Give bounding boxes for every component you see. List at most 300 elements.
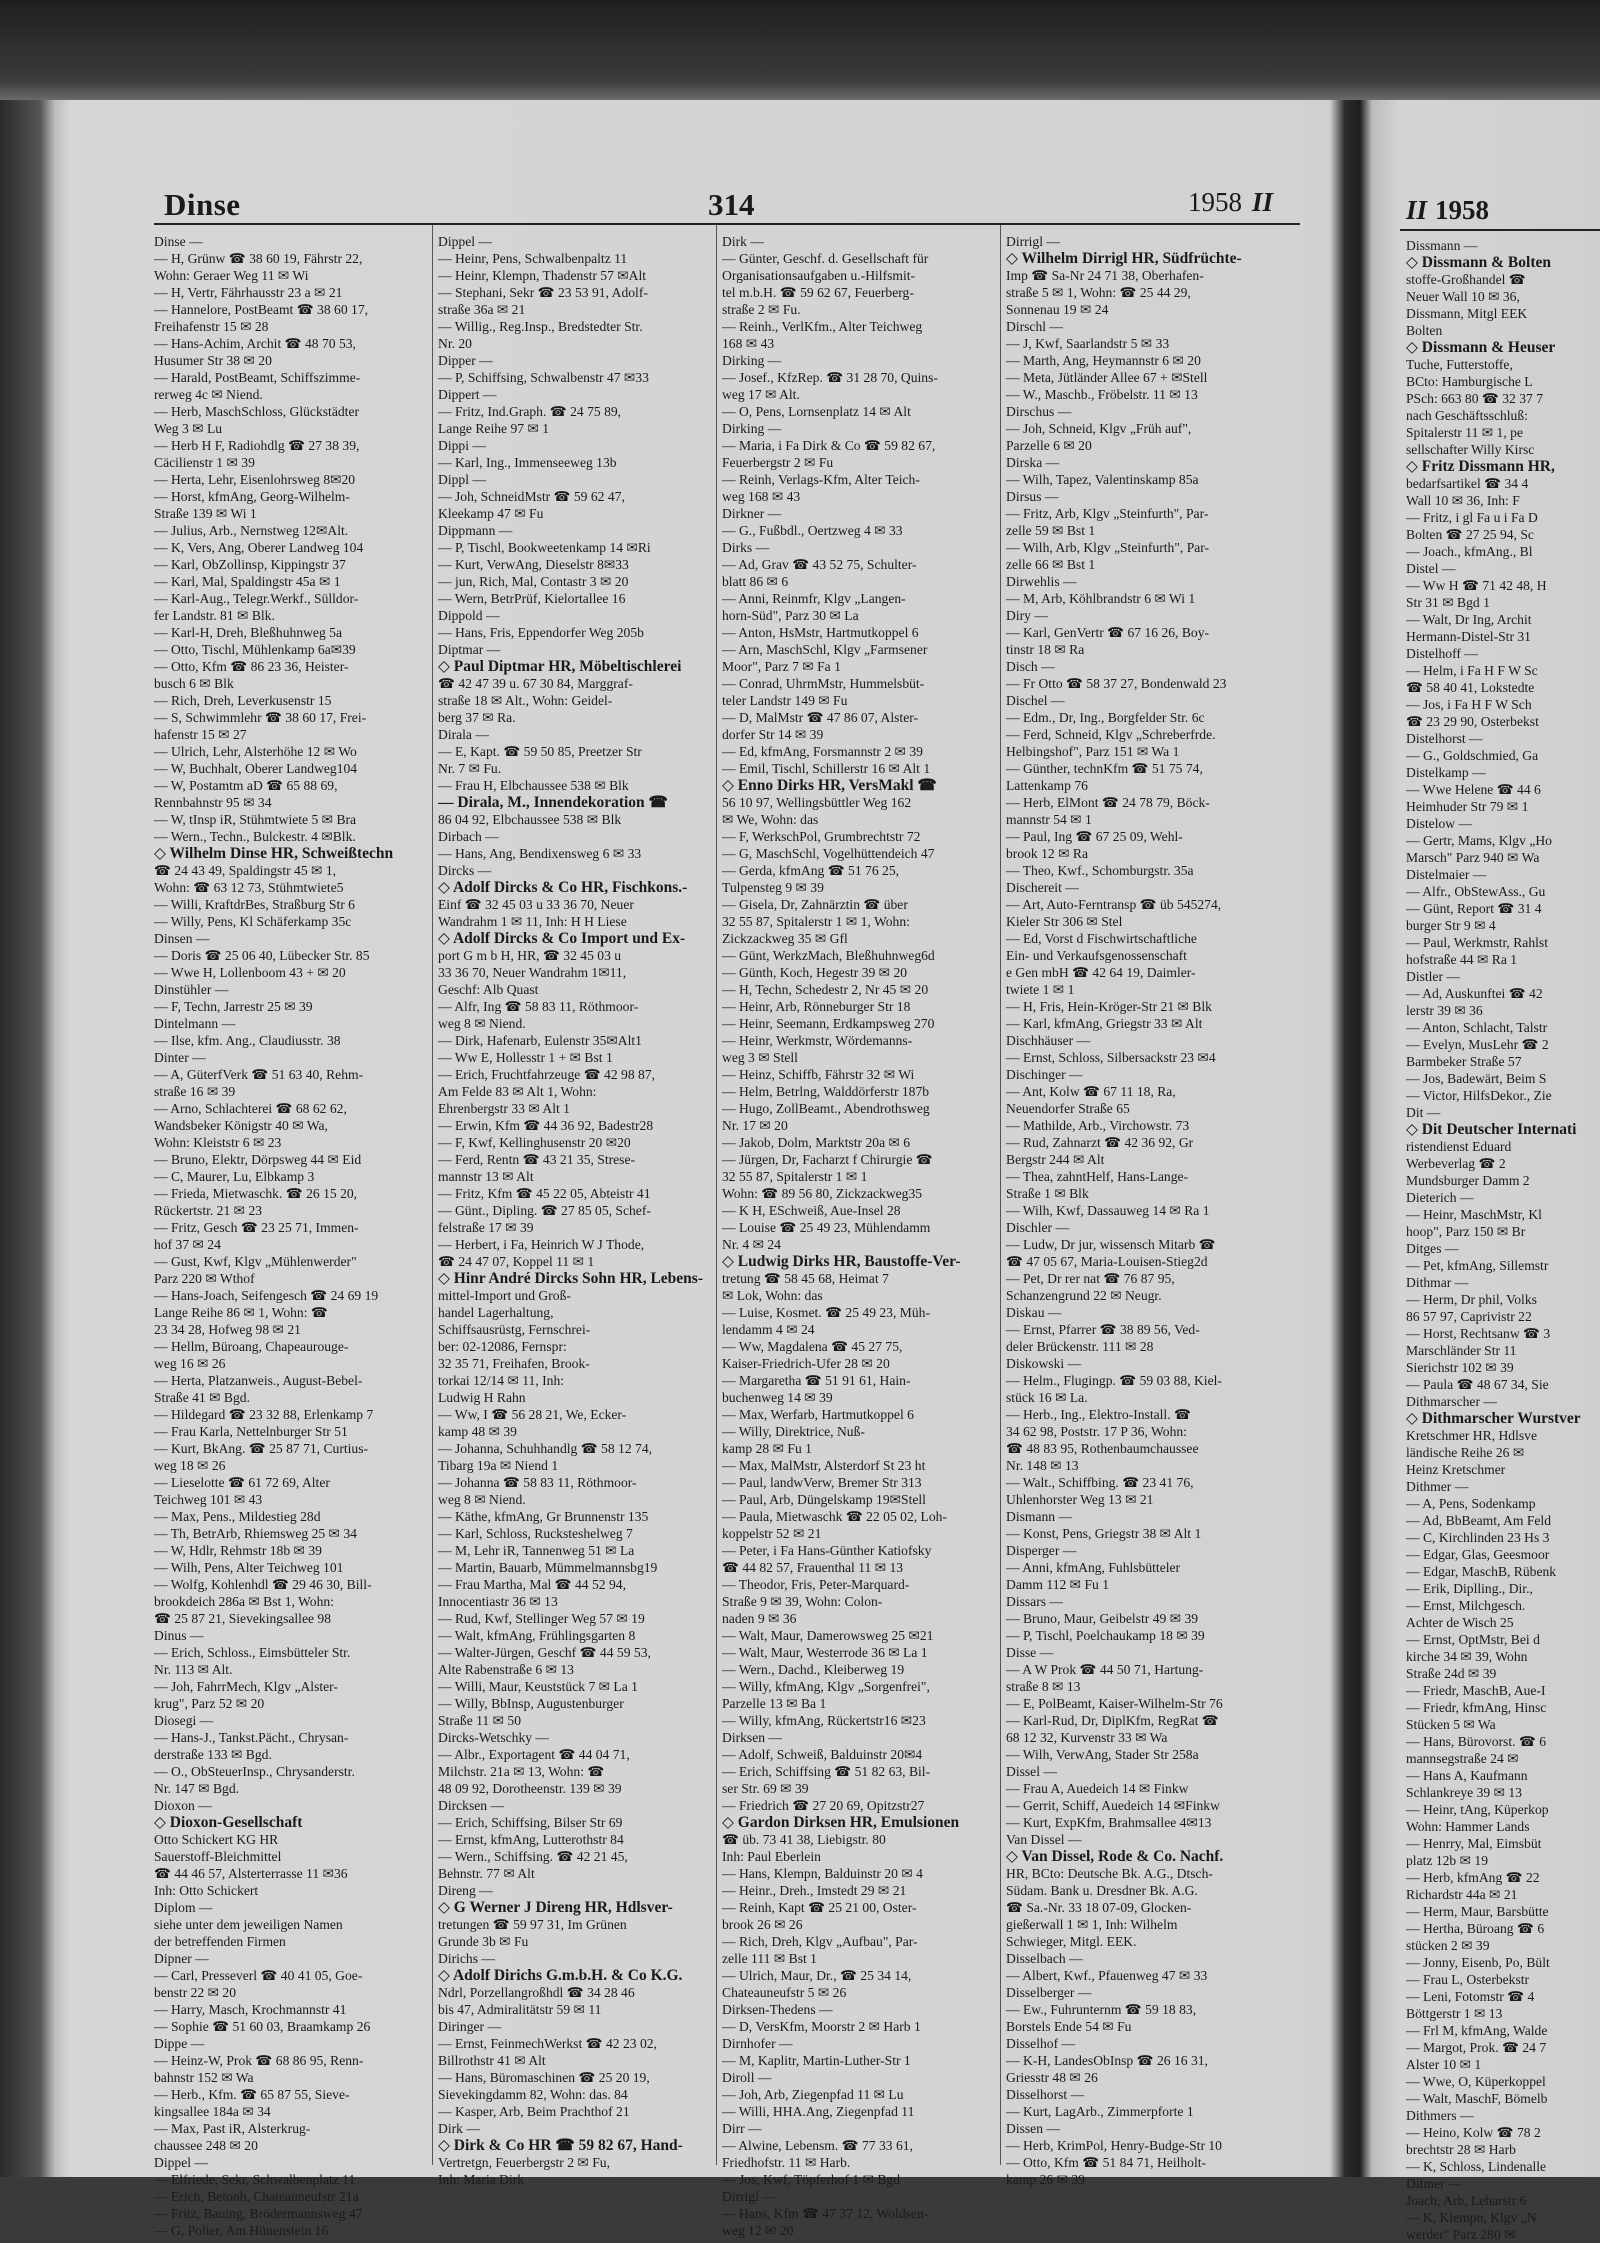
directory-entry-line: — C, Maurer, Lu, Elbkamp 3 [154, 1169, 315, 1184]
directory-entry-line: HR, BCto: Deutsche Bk. A.G., Dtsch- [1006, 1866, 1213, 1881]
directory-entry-line: — Ernst, OptMstr, Bei d [1406, 1632, 1540, 1647]
directory-entry-line: — Hans, Kfm ☎ 47 37 12, Woldsen- [722, 2206, 929, 2221]
directory-entry-line: Dirk — [722, 234, 764, 249]
directory-entry-line: Dit — [1406, 1105, 1441, 1120]
directory-entry-line: — Johanna ☎ 58 83 11, Röthmoor- [438, 1475, 637, 1490]
right-header-rule [1400, 229, 1600, 231]
directory-entry-line: — Martin, Bauarb, Mümmelmannsbg19 [438, 1560, 658, 1575]
directory-entry-line: Chateauneufstr 5 ✉ 26 [722, 1985, 847, 2000]
directory-entry-line: deler Brückenstr. 111 ✉ 28 [1006, 1339, 1154, 1354]
directory-entry-line: — M, Arb, Köhlbrandstr 6 ✉ Wi 1 [1006, 591, 1196, 606]
directory-entry-line: Dissel — [1006, 1764, 1057, 1779]
directory-column-2 [438, 233, 708, 2187]
directory-entry-line: — E, Kapt. ☎ 59 50 85, Preetzer Str [438, 744, 642, 759]
directory-entry-line: — Jos, Kwf, Töpferhof 1 ✉ Bgd [722, 2172, 901, 2187]
directory-entry-line: — Paula ☎ 48 67 34, Sie [1406, 1377, 1549, 1392]
directory-entry-line: — Louise ☎ 25 49 23, Mühlendamm [722, 1220, 931, 1235]
directory-entry-line: ☎ Sa.-Nr. 33 18 07-09, Glocken- [1006, 1900, 1192, 1915]
directory-entry-line: — W, tInsp iR, Stühmtwiete 5 ✉ Bra [154, 812, 357, 827]
page-year [1188, 187, 1273, 218]
directory-entry-line: Husumer Str 38 ✉ 20 [154, 353, 272, 368]
directory-entry-line: 32 55 87, Spitalerstr 1 ✉ 1, Wohn: [722, 914, 910, 929]
directory-entry-line: — O., ObSteuerInsp., Chrysanderstr. [154, 1764, 355, 1779]
directory-entry-line: — Otto, Kfm ☎ 86 23 36, Heister- [154, 659, 349, 674]
directory-entry-line: Inh: Maria Dirk [438, 2172, 525, 2187]
directory-entry-line: Dirnhofer — [722, 2036, 793, 2051]
directory-entry-line: — Harald, PostBeamt, Schiffszimme- [154, 370, 361, 385]
directory-entry-line: tel m.b.H. ☎ 59 62 67, Feuerberg- [722, 285, 914, 300]
directory-entry-line: Disselberger — [1006, 1985, 1092, 2000]
directory-entry-line: e Gen mbH ☎ 42 64 19, Daimler- [1006, 965, 1196, 980]
directory-entry-line: — Ww, Magdalena ☎ 45 27 75, [722, 1339, 903, 1354]
directory-entry-line: — Heinr, Werkmstr, Wördemanns- [722, 1033, 913, 1048]
directory-entry-line: — Herb H F, Radiohdlg ☎ 27 38 39, [154, 438, 360, 453]
directory-entry-line: Richardstr 44a ✉ 21 [1406, 1887, 1518, 1902]
directory-entry-line: Distelow — [1406, 816, 1473, 831]
directory-entry-line: — Evelyn, MusLehr ☎ 2 [1406, 1037, 1549, 1052]
directory-entry-line: Dirking — [722, 353, 782, 368]
directory-entry-line: busch 6 ✉ Blk [154, 676, 234, 691]
directory-entry-line: bahnstr 152 ✉ Wa [154, 2070, 254, 2085]
directory-entry-line: Tulpensteg 9 ✉ 39 [722, 880, 824, 895]
directory-entry-line: Alster 10 ✉ 1 [1406, 2057, 1482, 2072]
directory-entry-line: — Frau Martha, Mal ☎ 44 52 94, [438, 1577, 626, 1592]
directory-entry-line: — Joh, Schneid, Klgv „Früh auf", [1006, 421, 1192, 436]
directory-entry-line: — P, Tischl, Bookweetenkamp 14 ✉Ri [438, 540, 651, 555]
directory-entry-line: werder" Parz 280 ✉ [1406, 2227, 1516, 2242]
column-divider [1000, 225, 1001, 2165]
directory-entry-line: — Erich, Schiffsing, Bilser Str 69 [438, 1815, 623, 1830]
directory-entry-line: — Paul, Arb, Düngelskamp 19✉Stell [722, 1492, 926, 1507]
directory-entry-line: Ditmer — [1406, 2176, 1462, 2191]
directory-entry-line: ✉ We, Wohn: das [722, 812, 819, 827]
directory-entry-line: Dischel — [1006, 693, 1065, 708]
directory-entry-line: tretungen ☎ 59 97 31, Im Grünen [438, 1917, 627, 1932]
directory-entry-line: Dipner — [154, 1951, 209, 1966]
directory-entry-line: kirche 34 ✉ 39, Wohn [1406, 1649, 1528, 1664]
directory-entry-line: handel Lagerhaltung, [438, 1305, 554, 1320]
directory-entry-line: bedarfsartikel ☎ 34 4 [1406, 476, 1529, 491]
directory-entry-line: — Käthe, kfmAng, Gr Brunnenstr 135 [438, 1509, 649, 1524]
directory-entry-line: Straße 11 ✉ 50 [438, 1713, 521, 1728]
directory-entry-line: — Doris ☎ 25 06 40, Lübecker Str. 85 [154, 948, 370, 963]
directory-entry-line: — Heinz-W, Prok ☎ 68 86 95, Renn- [154, 2053, 364, 2068]
directory-entry-line: — Günter, Geschf. d. Gesellschaft für [722, 251, 929, 266]
directory-entry-line: Diplom — [154, 1900, 213, 1915]
directory-entry-line: 48 09 92, Dorotheenstr. 139 ✉ 39 [438, 1781, 622, 1796]
directory-entry-line: — Wern, BetrPrüf, Kielortallee 16 [438, 591, 626, 606]
directory-entry-line: — Jürgen, Dr, Facharzt f Chirurgie ☎ [722, 1152, 933, 1167]
directory-entry-line: — Mathilde, Arb., Virchowstr. 73 [1006, 1118, 1190, 1133]
directory-entry-line: stück 16 ✉ La. [1006, 1390, 1088, 1405]
directory-entry-line: — Heinr, tAng, Küperkop [1406, 1802, 1549, 1817]
directory-entry-line: — Margaretha ☎ 51 91 61, Hain- [722, 1373, 911, 1388]
directory-entry-line: — Friedr, MaschB, Aue-I [1406, 1683, 1546, 1698]
directory-entry-line: Dirschus — [1006, 404, 1072, 419]
directory-entry-line: straße 36a ✉ 21 [438, 302, 526, 317]
directory-entry-line: — Hans-J., Tankst.Pächt., Chrysan- [154, 1730, 349, 1745]
directory-entry-line: platz 12b ✉ 19 [1406, 1853, 1488, 1868]
directory-entry-line: Disselhof — [1006, 2036, 1076, 2051]
directory-entry-line: teler Landstr 149 ✉ Fu [722, 693, 848, 708]
directory-entry-line: — Heino, Kolw ☎ 78 2 [1406, 2125, 1541, 2140]
directory-entry-line: — Ernst, Pfarrer ☎ 38 89 56, Ved- [1006, 1322, 1200, 1337]
directory-entry-line: ☎ üb. 73 41 38, Liebigstr. 80 [722, 1832, 886, 1847]
directory-entry-line: — Pet, kfmAng, Sillemstr [1406, 1258, 1549, 1273]
directory-entry-line: weg 12 ✉ 20 [722, 2223, 794, 2238]
directory-entry-line: Dirkner — [722, 506, 782, 521]
directory-entry-line: — Friedr, kfmAng, Hinsc [1406, 1700, 1547, 1715]
directory-entry-line: — Hugo, ZollBeamt., Abendrothsweg [722, 1101, 930, 1116]
directory-entry-line: — Marth, Ang, Heymannstr 6 ✉ 20 [1006, 353, 1201, 368]
volume-label: II [1252, 187, 1274, 217]
directory-entry-line: Uhlenhorster Weg 13 ✉ 21 [1006, 1492, 1154, 1507]
directory-entry-line: Diroll — [722, 2070, 772, 2085]
directory-entry-line: ☎ 23 29 90, Osterbekst [1406, 714, 1539, 729]
right-page [1400, 195, 1600, 2242]
directory-entry-line: — Wilh, Pens, Alter Teichweg 101 [154, 1560, 344, 1575]
directory-entry-line: — K, Klempn, Klgv „N [1406, 2210, 1537, 2225]
directory-entry-line: — Bruno, Maur, Geibelstr 49 ✉ 39 [1006, 1611, 1199, 1626]
scan-top-shadow [0, 0, 1600, 100]
directory-entry-line: Neuer Wall 10 ✉ 36, [1406, 289, 1520, 304]
directory-entry-line: — A, Pens, Sodenkamp [1406, 1496, 1536, 1511]
directory-column-1 [154, 233, 424, 2238]
directory-entry-line: Dinter — [154, 1050, 206, 1065]
directory-entry-line: — Heinr, Pens, Schwalbenpaltz 11 [438, 251, 628, 266]
directory-entry-line: — Alfr., ObStewAss., Gu [1406, 884, 1546, 899]
directory-entry-line: — Heinr, Arb, Rönneburger Str 18 [722, 999, 911, 1014]
directory-entry-line: — Karl-Rud, Dr, DiplKfm, RegRat ☎ [1006, 1713, 1219, 1728]
directory-entry-line: — Kasper, Arb, Beim Prachthof 21 [438, 2104, 630, 2119]
directory-entry-line: — Frl M, kfmAng, Walde [1406, 2023, 1548, 2038]
directory-entry-line: ☎ 58 40 41, Lokstedte [1406, 680, 1535, 695]
directory-entry-line: — Sophie ☎ 51 60 03, Braamkamp 26 [154, 2019, 371, 2034]
directory-entry-line: ser Str. 69 ✉ 39 [722, 1781, 809, 1796]
directory-entry-line: — Gust, Kwf, Klgv „Mühlenwerder" [154, 1254, 357, 1269]
directory-entry-line: — Erich, Betonb, Chateauneufstr 21a [154, 2189, 359, 2204]
directory-entry-line: — Karl-H, Dreh, Bleßhuhnweg 5a [154, 625, 342, 640]
directory-entry-line: — H, Grünw ☎ 38 60 19, Fährstr 22, [154, 251, 363, 266]
directory-entry-line: Distelhorst — [1406, 731, 1483, 746]
directory-entry-line: Griesstr 48 ✉ 26 [1006, 2070, 1098, 2085]
directory-entry-line: Nr. 20 [438, 336, 472, 351]
directory-entry-line: — Josef., KfzRep. ☎ 31 28 70, Quins- [722, 370, 938, 385]
directory-entry-line: — Hans-Achim, Archit ☎ 48 70 53, [154, 336, 356, 351]
directory-entry-line: Direng — [438, 1883, 493, 1898]
directory-entry-line: — Fr Otto ☎ 58 37 27, Bondenwald 23 [1006, 676, 1227, 691]
directory-entry-line: Parz 220 ✉ Wthof [154, 1271, 255, 1286]
directory-entry-line: Dissen — [1006, 2121, 1060, 2136]
directory-entry-line: — Ed, kfmAng, Forsmannstr 2 ✉ 39 [722, 744, 923, 759]
directory-entry-line: — H, Vertr, Fährhausstr 23 a ✉ 21 [154, 285, 343, 300]
directory-entry-line: Sauerstoff-Bleichmittel [154, 1849, 282, 1864]
directory-entry-line: Dischinger — [1006, 1067, 1083, 1082]
directory-entry-line: — Hans, Klempn, Balduinstr 20 ✉ 4 [722, 1866, 923, 1881]
directory-entry-line: — Elfriede, Sekr, Schwalbenplatz 11 [154, 2172, 356, 2187]
directory-entry-line: — Heinr., Dreh., Imstedt 29 ✉ 21 [722, 1883, 907, 1898]
directory-entry-line: der betreffenden Firmen [154, 1934, 286, 1949]
directory-entry-line: Nr. 17 ✉ 20 [722, 1118, 788, 1133]
directory-entry-line: — Ernst, Milchgesch. [1406, 1598, 1526, 1613]
directory-entry-line: Dischereit — [1006, 880, 1079, 895]
directory-entry-line: 33 36 70, Neuer Wandrahm 1✉11, [438, 965, 627, 980]
directory-entry-line: — Paula, Mietwaschk ☎ 22 05 02, Loh- [722, 1509, 947, 1524]
directory-entry-line: — Günt, WerkzMach, Bleßhuhnweg6d [722, 948, 935, 963]
directory-entry-line: — G., Goldschmied, Ga [1406, 748, 1539, 763]
directory-entry-line: — F, WerkschPol, Grumbrechtstr 72 [722, 829, 921, 844]
directory-entry-line: — Erich, Fruchtfahrzeuge ☎ 42 98 87, [438, 1067, 656, 1082]
directory-entry-line: Wandrahm 1 ✉ 11, Inh: H H Liese [438, 914, 627, 929]
directory-entry-line: — S, Schwimmlehr ☎ 38 60 17, Frei- [154, 710, 367, 725]
directory-entry-line: — W, Hdlr, Rehmstr 18b ✉ 39 [154, 1543, 322, 1558]
directory-entry-line: — F, Kwf, Kellinghusenstr 20 ✉20 [438, 1135, 631, 1150]
directory-entry-line: — D, VersKfm, Moorstr 2 ✉ Harb 1 [722, 2019, 921, 2034]
directory-entry-line: Dirsus — [1006, 489, 1059, 504]
directory-entry-line: mittel-Import und Groß- [438, 1288, 571, 1303]
directory-entry-line: — A W Prok ☎ 44 50 71, Hartung- [1006, 1662, 1204, 1677]
directory-entry-line: zelle 111 ✉ Bst 1 [722, 1951, 817, 1966]
directory-entry-line: stücken 2 ✉ 39 [1406, 1938, 1490, 1953]
directory-entry-line: Dioxon — [154, 1798, 212, 1813]
directory-entry-line: — Leni, Fotomstr ☎ 4 [1406, 1989, 1535, 2004]
directory-entry-line: — Albr., Exportagent ☎ 44 04 71, [438, 1747, 630, 1762]
directory-entry-line: Feuerbergstr 2 ✉ Fu [722, 455, 834, 470]
directory-entry-line: Dippe — [154, 2036, 205, 2051]
directory-entry-line: blatt 86 ✉ 6 [722, 574, 789, 589]
directory-entry-line: Ditges — [1406, 1241, 1459, 1256]
directory-entry-line: rerweg 4c ✉ Niend. [154, 387, 263, 402]
directory-entry-line: — Günth, Koch, Hegestr 39 ✉ 20 [722, 965, 908, 980]
directory-entry-line: — Wilh, Arb, Klgv „Steinfurth", Par- [1006, 540, 1210, 555]
directory-entry-line: Kieler Str 306 ✉ Stel [1006, 914, 1123, 929]
directory-entry-line: — Helm, i Fa H F W Sc [1406, 663, 1538, 678]
directory-entry-line: — Wwe, O, Küperkoppel [1406, 2074, 1546, 2089]
directory-entry-line: — Fritz, Gesch ☎ 23 25 71, Immen- [154, 1220, 359, 1235]
directory-entry-line: Hermann-Distel-Str 31 [1406, 629, 1531, 644]
directory-entry-line: 86 04 92, Elbchaussee 538 ✉ Blk [438, 812, 622, 827]
directory-entry-line: — Willy, Pens, Kl Schäferkamp 35c [154, 914, 352, 929]
directory-entry-line: Teichweg 101 ✉ 43 [154, 1492, 263, 1507]
directory-column-3 [722, 233, 992, 2238]
directory-entry-line: berg 37 ✉ Ra. [438, 710, 516, 725]
directory-entry-line: — Victor, HilfsDekor., Zie [1406, 1088, 1552, 1103]
directory-entry-line: Distelmaier — [1406, 867, 1487, 882]
directory-entry-line: Dirala — [438, 727, 489, 742]
year-label: 1958 [1188, 187, 1242, 217]
directory-entry-line: — P, Tischl, Poelchaukamp 18 ✉ 39 [1006, 1628, 1205, 1643]
directory-entry-line: — Willi, HHA.Ang, Ziegenpfad 11 [722, 2104, 915, 2119]
directory-entry-line: Milchstr. 21a ✉ 13, Wohn: ☎ [438, 1764, 605, 1779]
directory-entry-line: Dirking — [722, 421, 782, 436]
directory-entry-line: — Ad, BbBeamt, Am Feld [1406, 1513, 1552, 1528]
directory-entry-line: ◇ Dioxon-Gesellschaft [154, 1814, 303, 1831]
directory-entry-line: — Heinr, Seemann, Erdkampsweg 270 [722, 1016, 935, 1031]
directory-entry-line: fer Landstr. 81 ✉ Blk. [154, 608, 275, 623]
directory-entry-line: — Hans-Joach, Seifengesch ☎ 24 69 19 [154, 1288, 379, 1303]
directory-entry-line: ◇ Wilhelm Dirrigl HR, Südfrüchte- [1006, 250, 1242, 267]
directory-entry-line: ber: 02-12086, Fernspr: [438, 1339, 567, 1354]
directory-entry-line: Distelkamp — [1406, 765, 1486, 780]
directory-entry-line: — Walter-Jürgen, Geschf ☎ 44 59 53, [438, 1645, 651, 1660]
directory-entry-line: sellschafter Willy Kirsc [1406, 442, 1535, 457]
directory-entry-line: Dithmar — [1406, 1275, 1469, 1290]
directory-entry-line: ☎ 24 43 49, Spaldingstr 45 ✉ 1, [154, 863, 337, 878]
directory-entry-line: Achter de Wisch 25 [1406, 1615, 1514, 1630]
right-directory-column [1406, 237, 1600, 2243]
directory-entry-line: Kretschmer HR, Hdlsve [1406, 1428, 1537, 1443]
right-page-header [1406, 195, 1489, 226]
directory-entry-line: kingsallee 184a ✉ 34 [154, 2104, 271, 2119]
directory-entry-line: Wall 10 ✉ 36, Inh: F [1406, 493, 1520, 508]
directory-entry-line: ✉ Lok, Wohn: das [722, 1288, 823, 1303]
directory-entry-line: Barmbeker Straße 57 [1406, 1054, 1522, 1069]
directory-entry-line: — Joh, Arb, Ziegenpfad 11 ✉ Lu [722, 2087, 904, 2102]
directory-entry-line: Behnstr. 77 ✉ Alt [438, 1866, 535, 1881]
directory-entry-line: — Ad, Auskunftei ☎ 42 [1406, 986, 1543, 1001]
directory-entry-line: Dithmers — [1406, 2108, 1474, 2123]
directory-entry-line: — Anton, Schlacht, Talstr [1406, 1020, 1548, 1035]
directory-entry-line: — Max, MalMstr, Alsterdorf St 23 ht [722, 1458, 926, 1473]
directory-entry-line: — F, Techn, Jarrestr 25 ✉ 39 [154, 999, 313, 1014]
directory-entry-line: — Rich, Dreh, Klgv „Aufbau", Par- [722, 1934, 918, 1949]
directory-entry-line: 86 57 97, Caprivistr 22 [1406, 1309, 1532, 1324]
directory-entry-line: Dintelmann — [154, 1016, 236, 1031]
header-rule [154, 223, 1300, 225]
directory-entry-line: Cäcilienstr 1 ✉ 39 [154, 455, 255, 470]
directory-entry-line: — Willy, Direktrice, Nuß- [722, 1424, 865, 1439]
directory-entry-line: — Karl, kfmAng, Griegstr 33 ✉ Alt [1006, 1016, 1203, 1031]
left-page [148, 175, 1300, 2238]
directory-entry-line: — Walt, Maur, Damerowsweg 25 ✉21 [722, 1628, 934, 1643]
directory-entry-line: — Walt, Maur, Westerrode 36 ✉ La 1 [722, 1645, 928, 1660]
directory-entry-line: Rennbahnstr 95 ✉ 34 [154, 795, 272, 810]
directory-entry-line: zelle 59 ✉ Bst 1 [1006, 523, 1096, 538]
directory-entry-line: 168 ✉ 43 [722, 336, 775, 351]
directory-entry-line: 34 62 98, Poststr. 17 P 36, Wohn: [1006, 1424, 1187, 1439]
directory-entry-line: — M, Lehr iR, Tannenweg 51 ✉ La [438, 1543, 635, 1558]
directory-entry-line: — Th, BetrArb, Rhiemsweg 25 ✉ 34 [154, 1526, 357, 1541]
directory-entry-line: hofstraße 44 ✉ Ra 1 [1406, 952, 1518, 967]
directory-entry-line: Grunde 3b ✉ Fu [438, 1934, 529, 1949]
directory-entry-line: Diptmar — [438, 642, 501, 657]
directory-entry-line: — Fritz, i gl Fa u i Fa D [1406, 510, 1538, 525]
directory-entry-line: — Alfr, Ing ☎ 58 83 11, Röthmoor- [438, 999, 639, 1014]
directory-entry-line: Straße 139 ✉ Wi 1 [154, 506, 257, 521]
directory-entry-line: Vertretgn, Feuerbergstr 2 ✉ Fu, [438, 2155, 610, 2170]
directory-entry-line: Ein- und Verkaufsgenossenschaft [1006, 948, 1187, 963]
directory-entry-line: — C, Kirchlinden 23 Hs 3 [1406, 1530, 1550, 1545]
directory-entry-line: — Art, Auto-Ferntransp ☎ üb 545274, [1006, 897, 1222, 912]
directory-entry-line: Dinstühler — [154, 982, 229, 997]
directory-entry-line: ◇ Dithmarscher Wurstver [1406, 1410, 1581, 1427]
directory-entry-line: Wohn: Geraer Weg 11 ✉ Wi [154, 268, 309, 283]
running-head: Dinse [164, 187, 241, 222]
directory-entry-line: — Johanna, Schuhhandlg ☎ 58 12 74, [438, 1441, 653, 1456]
directory-entry-line: — Gisela, Dr, Zahnärztin ☎ über [722, 897, 908, 912]
directory-entry-line: Van Dissel — [1006, 1832, 1082, 1847]
directory-entry-line: — Kurt, BkAng. ☎ 25 87 71, Curtius- [154, 1441, 369, 1456]
directory-entry-line: Dithmarscher — [1406, 1394, 1497, 1409]
directory-entry-line: Diskau — [1006, 1305, 1062, 1320]
directory-entry-line: horn-Süd", Parz 30 ✉ La [722, 608, 859, 623]
directory-entry-line: Dinus — [154, 1628, 204, 1643]
directory-entry-line: straße 5 ✉ 1, Wohn: ☎ 25 44 29, [1006, 285, 1191, 300]
directory-entry-line: Dircks-Wetschky — [438, 1730, 550, 1745]
directory-entry-line: Schwieger, Mitgl. EEK. [1006, 1934, 1137, 1949]
directory-entry-line: — Herta, Lehr, Eisenlohrsweg 8✉20 [154, 472, 356, 487]
directory-entry-line: ◇ Dissmann & Bolten [1406, 254, 1551, 271]
directory-entry-line: — Peter, i Fa Hans-Günther Katiofsky [722, 1543, 932, 1558]
directory-entry-line: gießerwall 1 ✉ 1, Inh: Wilhelm [1006, 1917, 1178, 1932]
directory-entry-line: kamp 28 ✉ Fu 1 [722, 1441, 812, 1456]
directory-entry-line: 32 55 87, Spitalerstr 1 ✉ 1 [722, 1169, 868, 1184]
directory-entry-line: naden 9 ✉ 36 [722, 1611, 797, 1626]
directory-entry-line: — Horst, Rechtsanw ☎ 3 [1406, 1326, 1551, 1341]
directory-entry-line: ◇ Enno Dirks HR, VersMakl ☎ [722, 777, 937, 794]
directory-entry-line: — Fritz, Arb, Klgv „Steinfurth", Par- [1006, 506, 1209, 521]
directory-entry-line: Dirska — [1006, 455, 1060, 470]
directory-entry-line: — Walt, MaschF, Bömelb [1406, 2091, 1548, 2106]
directory-entry-line: — Frau L, Osterbekstr [1406, 1972, 1530, 1987]
directory-entry-line: — G, Polier, Am Hünenstein 16 [154, 2223, 329, 2238]
directory-entry-line: — Edm., Dr, Ing., Borgfelder Str. 6c [1006, 710, 1205, 725]
directory-entry-line: Kleekamp 47 ✉ Fu [438, 506, 544, 521]
directory-entry-line: Wohn: ☎ 89 56 80, Zickzackweg35 [722, 1186, 923, 1201]
directory-entry-line: — Hans, Bürovorst. ☎ 6 [1406, 1734, 1547, 1749]
directory-entry-line: — Kurt, VerwAng, Dieselstr 8✉33 [438, 557, 629, 572]
directory-entry-line: — O, Pens, Lornsenplatz 14 ✉ Alt [722, 404, 911, 419]
directory-entry-line: Tibarg 19a ✉ Niend 1 [438, 1458, 559, 1473]
directory-entry-line: twiete 1 ✉ 1 [1006, 982, 1075, 997]
directory-entry-line: — W, Postamtm aD ☎ 65 88 69, [154, 778, 338, 793]
directory-entry-line: Südam. Bank u. Dresdner Bk. A.G. [1006, 1883, 1198, 1898]
directory-entry-line: Neuendorfer Straße 65 [1006, 1101, 1130, 1116]
directory-entry-line: — Ww, I ☎ 56 28 21, We, Ecker- [438, 1407, 627, 1422]
directory-entry-line: Nr. 7 ✉ Fu. [438, 761, 502, 776]
directory-entry-line: lendamm 4 ✉ 24 [722, 1322, 815, 1337]
directory-entry-line: dorfer Str 14 ✉ 39 [722, 727, 824, 742]
directory-entry-line: — Conrad, UhrmMstr, Hummelsbüt- [722, 676, 925, 691]
directory-entry-line: brookdeich 286a ✉ Bst 1, Wohn: [154, 1594, 334, 1609]
directory-entry-line: — Emil, Tischl, Schillerstr 16 ✉ Alt 1 [722, 761, 931, 776]
directory-entry-line: Dippel — [438, 234, 492, 249]
directory-entry-line: ◇ Adolf Dirichs G.m.b.H. & Co K.G. [438, 1967, 683, 1984]
directory-entry-line: Tuche, Futterstoffe, [1406, 357, 1513, 372]
directory-entry-line: — K, Schloss, Lindenalle [1406, 2159, 1547, 2174]
directory-entry-line: Dischhäuser — [1006, 1033, 1091, 1048]
directory-entry-line: — Walt, kfmAng, Frühlingsgarten 8 [438, 1628, 636, 1643]
right-year-label: 1958 [1435, 195, 1490, 225]
directory-entry-line: — Karl, Ing., Immenseeweg 13b [438, 455, 617, 470]
directory-entry-line: Inh: Paul Eberlein [722, 1849, 821, 1864]
directory-entry-line: — Ernst, FeinmechWerkst ☎ 42 23 02, [438, 2036, 657, 2051]
directory-entry-line: — K, Vers, Ang, Oberer Landweg 104 [154, 540, 364, 555]
directory-entry-line: — Karl, GenVertr ☎ 67 16 26, Boy- [1006, 625, 1210, 640]
directory-entry-line: Schlankreye 39 ✉ 13 [1406, 1785, 1522, 1800]
directory-entry-line: — J, Kwf, Saarlandstr 5 ✉ 33 [1006, 336, 1170, 351]
directory-entry-line: — G, MaschSchl, Vogelhüttendeich 47 [722, 846, 935, 861]
directory-entry-line: — Willy, BbInsp, Augustenburger [438, 1696, 624, 1711]
directory-entry-line: ◇ Dissmann & Heuser [1406, 339, 1556, 356]
directory-entry-line: Spitalerstr 11 ✉ 1, pe [1406, 425, 1523, 440]
directory-entry-line: Parzelle 6 ✉ 20 [1006, 438, 1092, 453]
directory-entry-line: — Willi, KraftdrBes, Straßburg Str 6 [154, 897, 355, 912]
directory-entry-line: Disch — [1006, 659, 1055, 674]
directory-entry-line: Heinz Kretschmer [1406, 1462, 1506, 1477]
directory-entry-line: Dinsen — [154, 931, 210, 946]
directory-entry-line: — P, Schiffsing, Schwalbenstr 47 ✉33 [438, 370, 649, 385]
